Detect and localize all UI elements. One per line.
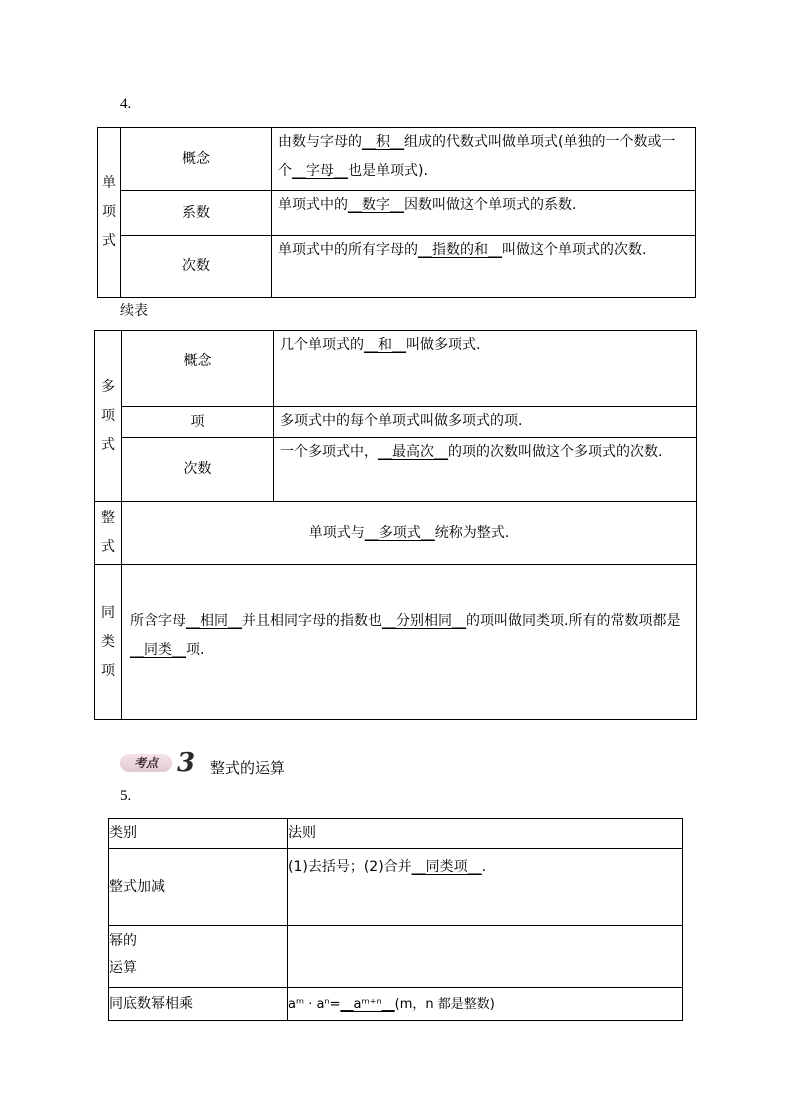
polynomial-degree-text: 一个多项式中，__最高次__的项的次数叫做这个多项式的次数.	[274, 438, 697, 502]
monomial-concept-text: 由数与字母的__积__组成的代数式叫做单项式(单独的一个数或一个__字母__也是单项式).	[272, 128, 696, 191]
header-rule: 法则	[288, 819, 683, 849]
polynomial-concept-text: 几个单项式的__和__叫做多项式.	[274, 331, 697, 407]
polynomial-group-label: 多 项 式	[95, 331, 122, 502]
polynomial-degree-label: 次数	[122, 438, 274, 502]
kaodian-badge	[120, 752, 176, 774]
operations-table	[108, 818, 683, 1021]
header-category: 类别	[109, 819, 288, 849]
like-terms-group-label: 同 类 项	[95, 565, 122, 720]
monomial-degree-label: 次数	[121, 236, 272, 298]
monomial-coefficient-label: 系数	[121, 191, 272, 236]
continued-label: 续表	[120, 303, 148, 319]
monomial-degree-text: 单项式中的所有字母的__指数的和__叫做这个单项式的次数.	[272, 236, 696, 298]
kaodian-number: 3	[177, 748, 196, 778]
integral-expression-group-label: 整 式	[95, 502, 122, 565]
row-add-sub-category: 整式加减	[109, 849, 288, 926]
polynomial-table	[94, 330, 697, 720]
integral-expression-text: 单项式与__多项式__统称为整式.	[122, 502, 697, 565]
kaodian-title: 整式的运算	[210, 759, 286, 777]
like-terms-text: 所含字母__相同__并且相同字母的指数也__分别相同__的项叫做同类项.所有的常数项都是__同类__项.	[122, 565, 697, 720]
section-4-number: 4.	[120, 96, 132, 112]
row-same-base-rule: aᵐ · aⁿ=__aᵐ⁺ⁿ__(m，n 都是整数)	[288, 988, 683, 1021]
polynomial-term-label: 项	[122, 407, 274, 438]
polynomial-term-text: 多项式中的每个单项式叫做多项式的项.	[274, 407, 697, 438]
monomial-coefficient-text: 单项式中的__数字__因数叫做这个单项式的系数.	[272, 191, 696, 236]
row-power-rule	[288, 926, 683, 988]
monomial-table	[97, 127, 696, 298]
row-power-category: 幂的 运算	[109, 926, 288, 988]
monomial-group-label: 单 项 式	[98, 128, 121, 298]
row-same-base-category: 同底数幂相乘	[109, 988, 288, 1021]
monomial-concept-label: 概念	[121, 128, 272, 191]
polynomial-concept-label: 概念	[122, 331, 274, 407]
kaodian-badge-label: 考点	[120, 754, 172, 772]
row-add-sub-rule: (1)去括号；(2)合并__同类项__.	[288, 849, 683, 926]
section-5-number: 5.	[120, 788, 132, 804]
